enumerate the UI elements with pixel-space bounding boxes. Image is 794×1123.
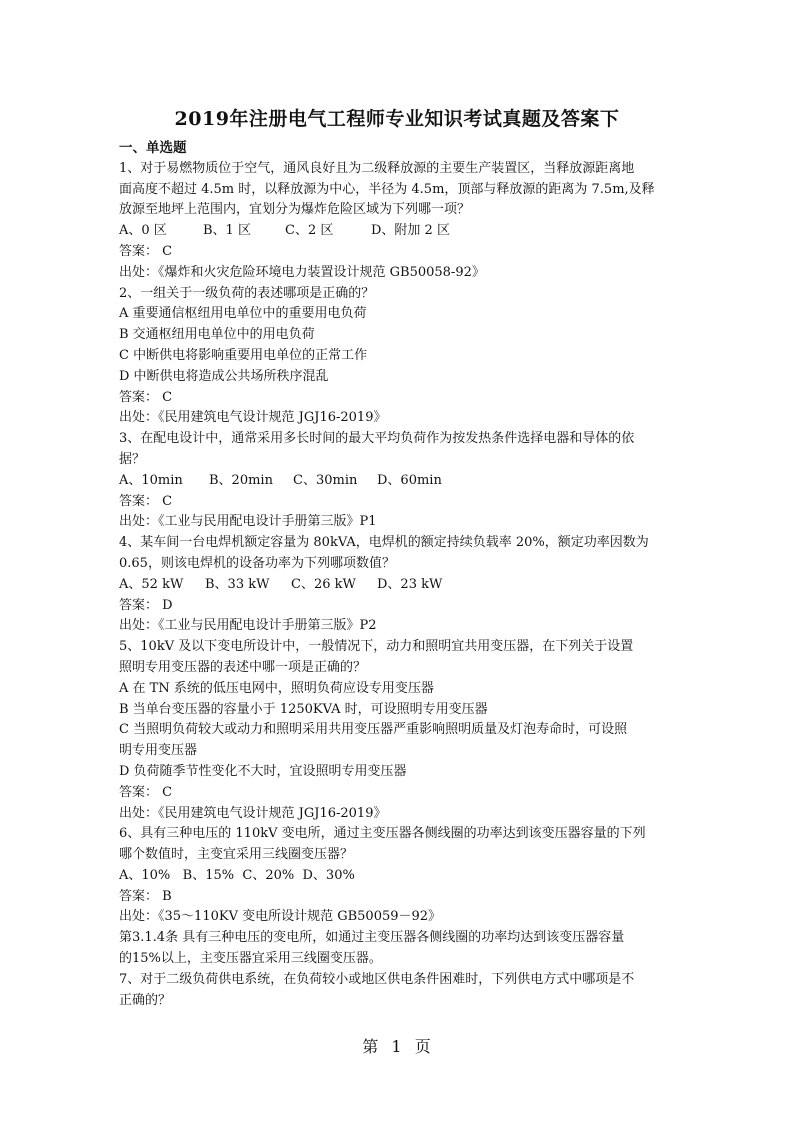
question-text: 7、对于二级负荷供电系统，在负荷较小或地区供电条件困难时，下列供电方式中哪项是不	[119, 971, 635, 987]
page-title: 2019年注册电气工程师专业知识考试真题及答案下	[174, 108, 620, 130]
option-d: D、23 kW	[377, 576, 443, 592]
question-text: 面高度不超过 4.5m 时，以释放源为中心，半径为 4.5m，顶部与释放源的距离为 7.5m,及释	[119, 181, 655, 197]
option-a: A 在 TN 系统的低压电网中，照明负荷应设专用变压器	[119, 680, 434, 696]
question-text: 放源至地坪上范围内，宜划分为爆炸危险区域为下列哪一项？	[119, 202, 471, 218]
source: 出处：《工业与民用配电设计手册第三版》P2	[119, 618, 377, 634]
option-a: A、10min	[119, 472, 183, 488]
note-text: 的15%以上，主变压器宜采用三线圈变压器。	[119, 951, 382, 967]
options-row	[119, 221, 679, 242]
source: 出处：《工业与民用配电设计手册第三版》P1	[119, 514, 377, 530]
options-row	[119, 575, 679, 596]
question-3	[119, 429, 679, 533]
option-c: C 当照明负荷较大或动力和照明采用共用变压器严重影响照明质量及灯泡寿命时，可设照	[119, 722, 628, 738]
option-d: D 负荷随季节性变化不大时，宜设照明专用变压器	[119, 763, 407, 779]
option-a: A 重要通信枢纽用电单位中的重要用电负荷	[119, 306, 367, 322]
question-text: 6、具有三种电压的 110kV 变电所，通过主变压器各侧线圈的功率达到该变压器容量的下列	[119, 826, 646, 842]
question-text: 哪个数值时，主变宜采用三线圈变压器？	[119, 847, 354, 863]
question-text: 照明专用变压器的表述中哪一项是正确的？	[119, 659, 367, 675]
answer: 答案： C	[119, 493, 173, 509]
question-5	[119, 637, 679, 824]
option-b: B、20min	[209, 472, 273, 488]
option-c: C、26 kW	[291, 576, 356, 592]
source: 出处：《爆炸和火灾危险环境电力装置设计规范 GB50058-92》	[119, 264, 485, 280]
option-d: D、60min	[377, 472, 442, 488]
question-6	[119, 824, 679, 970]
option-b: B 交通枢纽用电单位中的用电负荷	[119, 327, 315, 343]
question-7	[119, 970, 679, 1012]
question-text: 3、在配电设计中，通常采用多长时间的最大平均负荷作为按发热条件选择电器和导体的依	[119, 431, 635, 447]
page-number: 第 1 页	[362, 1037, 432, 1056]
option-c: C 中断供电将影响重要用电单位的正常工作	[119, 347, 368, 363]
option-b: B 当单台变压器的容量小于 1250KVA 时，可设照明专用变压器	[119, 701, 488, 717]
option-a: A、52 kW	[119, 576, 184, 592]
source: 出处：《35～110KV 变电所设计规范 GB50059－92》	[119, 909, 442, 925]
option-c-continued: 明专用变压器	[119, 743, 198, 759]
question-text: 0.65，则该电焊机的设备功率为下列哪项数值？	[119, 555, 395, 571]
document-body	[119, 138, 679, 1011]
question-2	[119, 284, 679, 430]
section-heading: 一、单选题	[119, 140, 187, 156]
question-1	[119, 159, 679, 284]
note-text: 第3.1.4条 具有三种电压的变电所，如通过主变压器各侧线圈的功率均达到该变压器容量	[119, 930, 625, 946]
question-text: 4、某车间一台电焊机额定容量为 80kVA，电焊机的额定持续负载率 20%，额定功率因数为	[119, 535, 649, 551]
answer: 答案： B	[119, 888, 172, 904]
option-c: C、2 区	[285, 223, 334, 239]
question-4	[119, 533, 679, 637]
question-text: 2、一组关于一级负荷的表述哪项是正确的？	[119, 285, 375, 301]
option-b: B、33 kW	[205, 576, 270, 592]
question-text: 正确的？	[119, 992, 172, 1008]
answer: 答案： C	[119, 243, 173, 259]
option-d: D 中断供电将造成公共场所秩序混乱	[119, 368, 329, 384]
options-row: A、10% B、15% C、20% D、30%	[119, 867, 355, 883]
source: 出处：《民用建筑电气设计规范 JGJ16-2019》	[119, 805, 387, 821]
answer: 答案： C	[119, 784, 173, 800]
option-b: B、1 区	[203, 223, 251, 239]
question-text: 据？	[119, 451, 146, 467]
source: 出处：《民用建筑电气设计规范 JGJ16-2019》	[119, 410, 387, 426]
question-text: 5、10kV 及以下变电所设计中，一般情况下，动力和照明宜共用变压器，在下列关于设置	[119, 639, 634, 655]
option-c: C、30min	[293, 472, 358, 488]
question-text: 1、对于易燃物质位于空气，通风良好且为二级释放源的主要生产装置区，当释放源距离地	[119, 160, 635, 176]
option-a: A、0 区	[119, 223, 167, 239]
answer: 答案： D	[119, 597, 173, 613]
answer: 答案： C	[119, 389, 173, 405]
option-d: D、附加 2 区	[371, 223, 450, 239]
options-row	[119, 471, 679, 492]
